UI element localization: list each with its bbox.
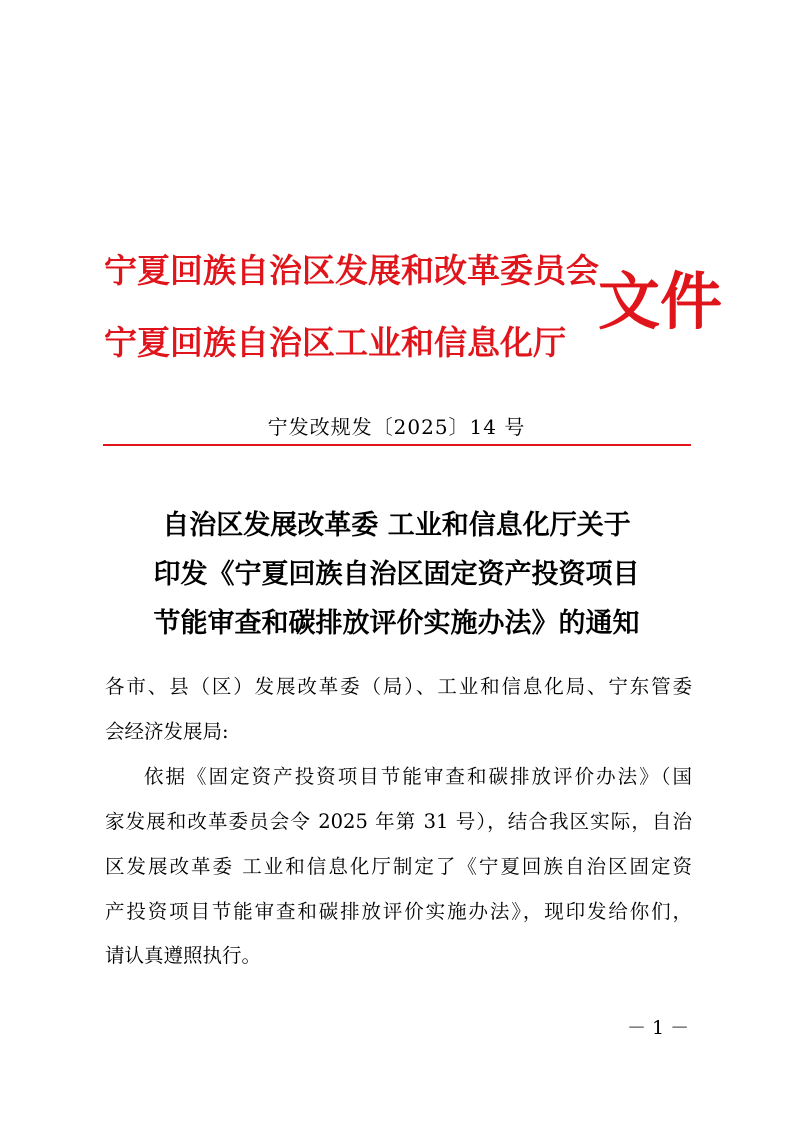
issuer-line-1: 宁夏回族自治区发展和改革委员会 — [104, 251, 599, 290]
recipients-line-1: 各市、县（区）发展改革委（局）、工业和信息化局、宁东管委 — [105, 675, 692, 698]
body-paragraph-line-1: 依据《固定资产投资项目节能审查和碳排放评价办法》（国 — [144, 765, 692, 788]
issuer-line-2: 宁夏回族自治区工业和信息化厅 — [104, 323, 566, 362]
recipients-line-2: 会经济发展局: — [105, 720, 229, 743]
document-title-line-1: 自治区发展改革委 工业和信息化厅关于 — [162, 510, 631, 541]
red-separator-line — [103, 444, 691, 446]
body-paragraph-line-5: 请认真遵照执行。 — [105, 944, 262, 967]
document-type-label: 文件 — [598, 265, 723, 338]
document-title-line-2: 印发《宁夏回族自治区固定资产投资项目 — [153, 559, 640, 590]
body-paragraph-line-2: 家发展和改革委员会令 2025 年第 31 号），结合我区实际，自治 — [105, 810, 692, 833]
body-paragraph-line-3: 区发展改革委 工业和信息化厅制定了《宁夏回族自治区固定资 — [105, 855, 692, 878]
page-number: － 1 － — [627, 1017, 690, 1039]
document-title-line-3: 节能审查和碳排放评价实施办法》的通知 — [153, 608, 640, 639]
document-number: 宁发改规发〔2025〕14 号 — [267, 415, 526, 439]
body-paragraph-line-4: 产投资项目节能审查和碳排放评价实施办法》，现印发给你们， — [105, 900, 692, 923]
